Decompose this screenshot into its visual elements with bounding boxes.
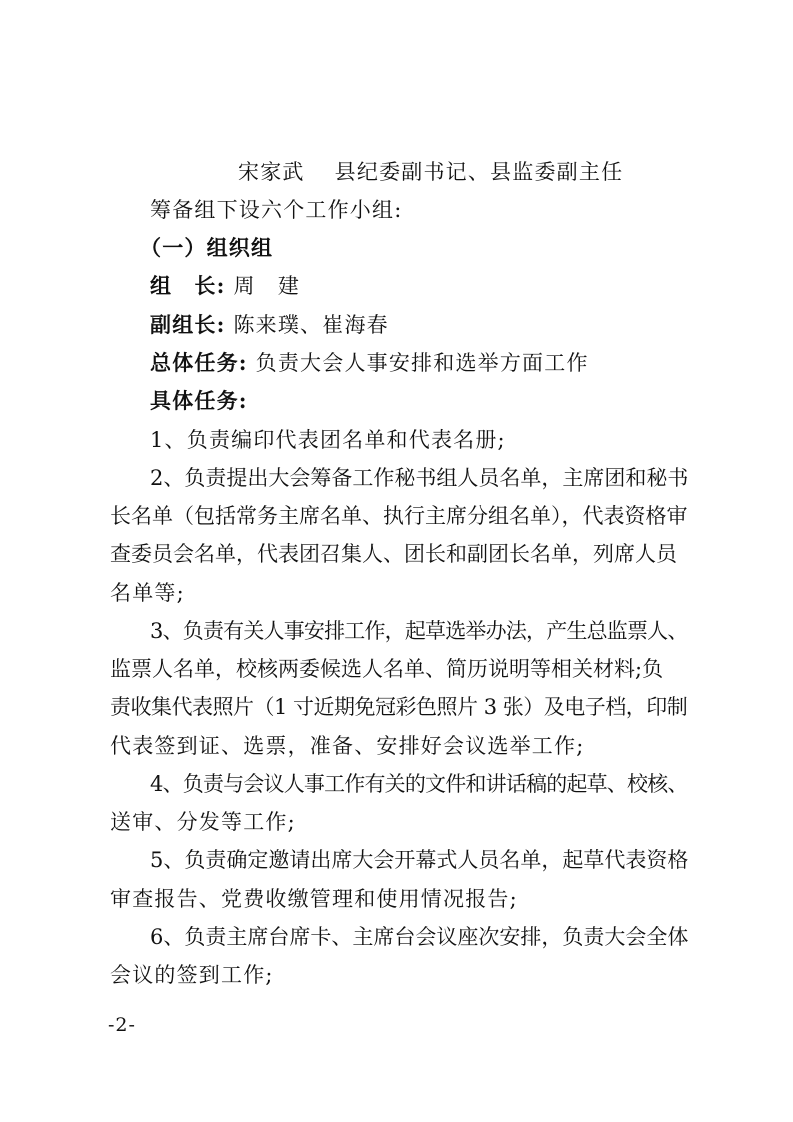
item-1: 1、负责编印代表团名单和代表名册; [150, 428, 506, 452]
item-4-line-2: 送审、分发等工作; [110, 810, 296, 834]
deputy-row [150, 313, 389, 337]
item-2-line-3: 查委员会名单，代表团召集人、团长和副团长名单，列席人员 [110, 542, 677, 566]
deputy-label: 副组长: [150, 312, 226, 337]
item-3-line-4: 代表签到证、选票，准备、安排好会议选举工作; [110, 734, 585, 758]
item-5-line-2: 审查报告、党费收缴管理和使用情况报告; [110, 887, 518, 911]
item-6-line-1: 6、负责主席台席卡、主席台会议座次安排，负责大会全体 [150, 925, 689, 949]
deputy-value: 陈来璞、崔海春 [233, 313, 389, 337]
member-line: 宋家武 县纪委副书记、县监委副主任 [238, 160, 624, 184]
intro-text: 筹备组下设六个工作小组: [150, 198, 403, 222]
overall-task-value: 负责大会人事安排和选举方面工作 [255, 351, 589, 375]
item-3-line-2: 监票人名单，校核两委候选人名单、简历说明等相关材料;负 [110, 657, 664, 681]
item-3-line-1: 3、负责有关人事安排工作，起草选举办法，产生总监票人、 [150, 619, 688, 643]
group-heading: （一）组织组 [140, 235, 274, 260]
leader-value: 周 建 [233, 274, 301, 298]
overall-task-row [150, 351, 589, 375]
item-2-line-4: 名单等; [110, 581, 185, 605]
item-4-line-1: 4、负责与会议人事工作有关的文件和讲话稿的起草、校核、 [150, 772, 688, 796]
leader-row [150, 274, 300, 298]
page-number: -2- [108, 1014, 136, 1036]
specific-task-label: 具体任务: [150, 388, 248, 413]
item-2-line-2: 长名单（包括常务主席名单、执行主席分组名单），代表资格审 [110, 504, 688, 528]
item-2-line-1: 2、负责提出大会筹备工作秘书组人员名单，主席团和秘书 [150, 466, 689, 490]
item-6-line-2: 会议的签到工作; [110, 963, 274, 987]
item-3-line-3: 责收集代表照片（1 寸近期免冠彩色照片 3 张）及电子档，印制 [110, 695, 688, 719]
overall-task-label: 总体任务: [150, 350, 248, 375]
leader-label: 组 长: [150, 273, 226, 298]
item-5-line-1: 5、负责确定邀请出席大会开幕式人员名单，起草代表资格 [150, 848, 689, 872]
